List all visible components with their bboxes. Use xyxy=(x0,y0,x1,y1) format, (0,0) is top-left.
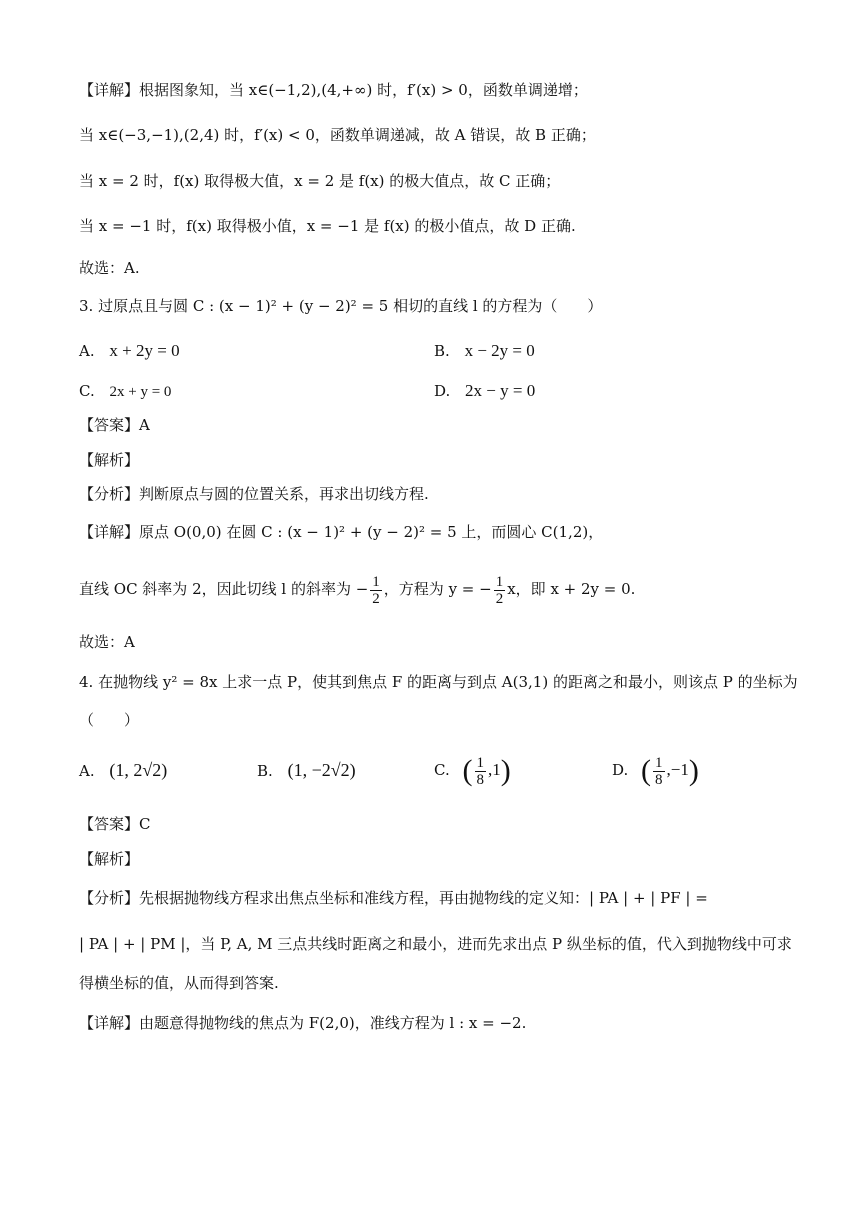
q3-option-b xyxy=(434,341,535,361)
q3-detail-2-part-a: 直线 OC 斜率为 2，因此切线 l 的斜率为 − xyxy=(79,580,369,598)
q4-answer: 【答案】C xyxy=(79,815,151,833)
q4-analysis-2: | PA | + | PM |，当 P, A, M 三点共线时距离之和最小，进而先求出点 P 纵坐标的值，代入到抛物线中可求 xyxy=(79,935,792,953)
q4-option-d-denominator: 8 xyxy=(655,771,663,788)
q4-option-c xyxy=(434,748,511,793)
q4-option-a-label: A. xyxy=(79,762,95,780)
q3-line-fraction xyxy=(494,574,506,607)
q4-option-b-label: B. xyxy=(257,762,273,780)
q3-detail-2 xyxy=(79,569,808,613)
question-3-stem: 3. 过原点且与圆 C : (x − 1)² + (y − 2)² = 5 相切的直线 l 的方程为（ ） xyxy=(79,297,603,315)
q4-option-b xyxy=(257,760,356,781)
q4-option-c-numerator: 1 xyxy=(476,754,484,771)
q3-option-b-label: B. xyxy=(434,342,450,360)
answer-choice-line: 故选：A. xyxy=(79,259,140,277)
q3-line-fraction-denominator: 2 xyxy=(495,590,504,607)
q4-option-b-text: (1, −2√2) xyxy=(287,760,356,780)
q4-option-d xyxy=(612,748,699,793)
q4-analysis-heading: 【解析】 xyxy=(79,850,140,868)
q3-analysis-heading: 【解析】 xyxy=(79,451,140,469)
q3-slope-fraction xyxy=(370,574,382,607)
q3-analysis: 【分析】判断原点与圆的位置关系，再求出切线方程. xyxy=(79,485,429,503)
question-4-stem: 4. 在抛物线 y² = 8x 上求一点 P，使其到焦点 F 的距离与到点 A(3,1) 的距离之和最小，则该点 P 的坐标为 xyxy=(79,673,798,691)
q3-answer: 【答案】A xyxy=(79,416,150,434)
question-4-paren: （ ） xyxy=(79,711,140,729)
detail-line-1: 【详解】根据图象知，当 x∈(−1,2),(4,+∞) 时，f′(x) > 0，函数单调递增； xyxy=(79,81,588,99)
q3-line-fraction-numerator: 1 xyxy=(495,573,504,590)
q3-option-c-label: C. xyxy=(79,382,95,400)
q3-option-c-text: 2x + y = 0 xyxy=(109,384,172,400)
q4-option-c-label: C. xyxy=(434,761,450,779)
q4-option-d-rparen: ) xyxy=(688,754,699,787)
q4-option-d-label: D. xyxy=(612,761,629,779)
q4-option-c-fraction xyxy=(475,755,487,788)
q4-option-a xyxy=(79,760,167,781)
q4-option-d-lparen: ( xyxy=(641,754,652,787)
detail-line-3: 当 x = 2 时，f(x) 取得极大值，x = 2 是 f(x) 的极大值点，故 C 正确； xyxy=(79,172,561,190)
q4-option-d-tail: ,−1 xyxy=(666,760,689,779)
q4-option-c-rparen: ) xyxy=(500,754,511,787)
q3-detail-1: 【详解】原点 O(0,0) 在圆 C : (x − 1)² + (y − 2)² = 5 上，而圆心 C(1,2)， xyxy=(79,523,604,541)
q3-option-d-text: 2x − y = 0 xyxy=(465,381,536,400)
q3-option-c xyxy=(79,381,171,402)
q3-option-a-label: A. xyxy=(79,342,95,360)
q3-option-a-text: x + 2y = 0 xyxy=(109,341,180,360)
q4-option-d-numerator: 1 xyxy=(655,754,663,771)
q3-option-d xyxy=(434,381,535,401)
q4-analysis-3: 得横坐标的值，从而得到答案. xyxy=(79,974,279,992)
q3-detail-2-part-b: ，方程为 y = − xyxy=(383,580,492,598)
q3-option-b-text: x − 2y = 0 xyxy=(464,341,535,360)
q3-slope-fraction-numerator: 1 xyxy=(372,573,380,590)
q4-analysis-1: 【分析】先根据抛物线方程求出焦点坐标和准线方程，再由抛物线的定义知：| PA | + | PF | = xyxy=(79,889,708,907)
q3-option-d-label: D. xyxy=(434,382,451,400)
detail-line-4: 当 x = −1 时，f(x) 取得极小值，x = −1 是 f(x) 的极小值点，故 D 正确. xyxy=(79,217,576,235)
q4-option-c-denominator: 8 xyxy=(476,771,484,788)
q4-detail-1: 【详解】由题意得抛物线的焦点为 F(2,0)，准线方程为 l : x = −2. xyxy=(79,1014,527,1032)
q3-slope-fraction-denominator: 2 xyxy=(372,590,380,607)
q3-option-a xyxy=(79,341,180,361)
q4-option-a-text: (1, 2√2) xyxy=(109,760,168,780)
q4-option-c-tail: ,1 xyxy=(488,760,501,779)
q4-option-d-fraction xyxy=(653,755,665,788)
q3-choice: 故选：A xyxy=(79,633,135,651)
q4-option-c-lparen: ( xyxy=(462,754,473,787)
detail-line-2: 当 x∈(−3,−1),(2,4) 时，f′(x) < 0，函数单调递减，故 A 错误，故 B 正确； xyxy=(79,126,596,144)
q3-detail-2-part-c: x，即 x + 2y = 0. xyxy=(507,580,636,598)
